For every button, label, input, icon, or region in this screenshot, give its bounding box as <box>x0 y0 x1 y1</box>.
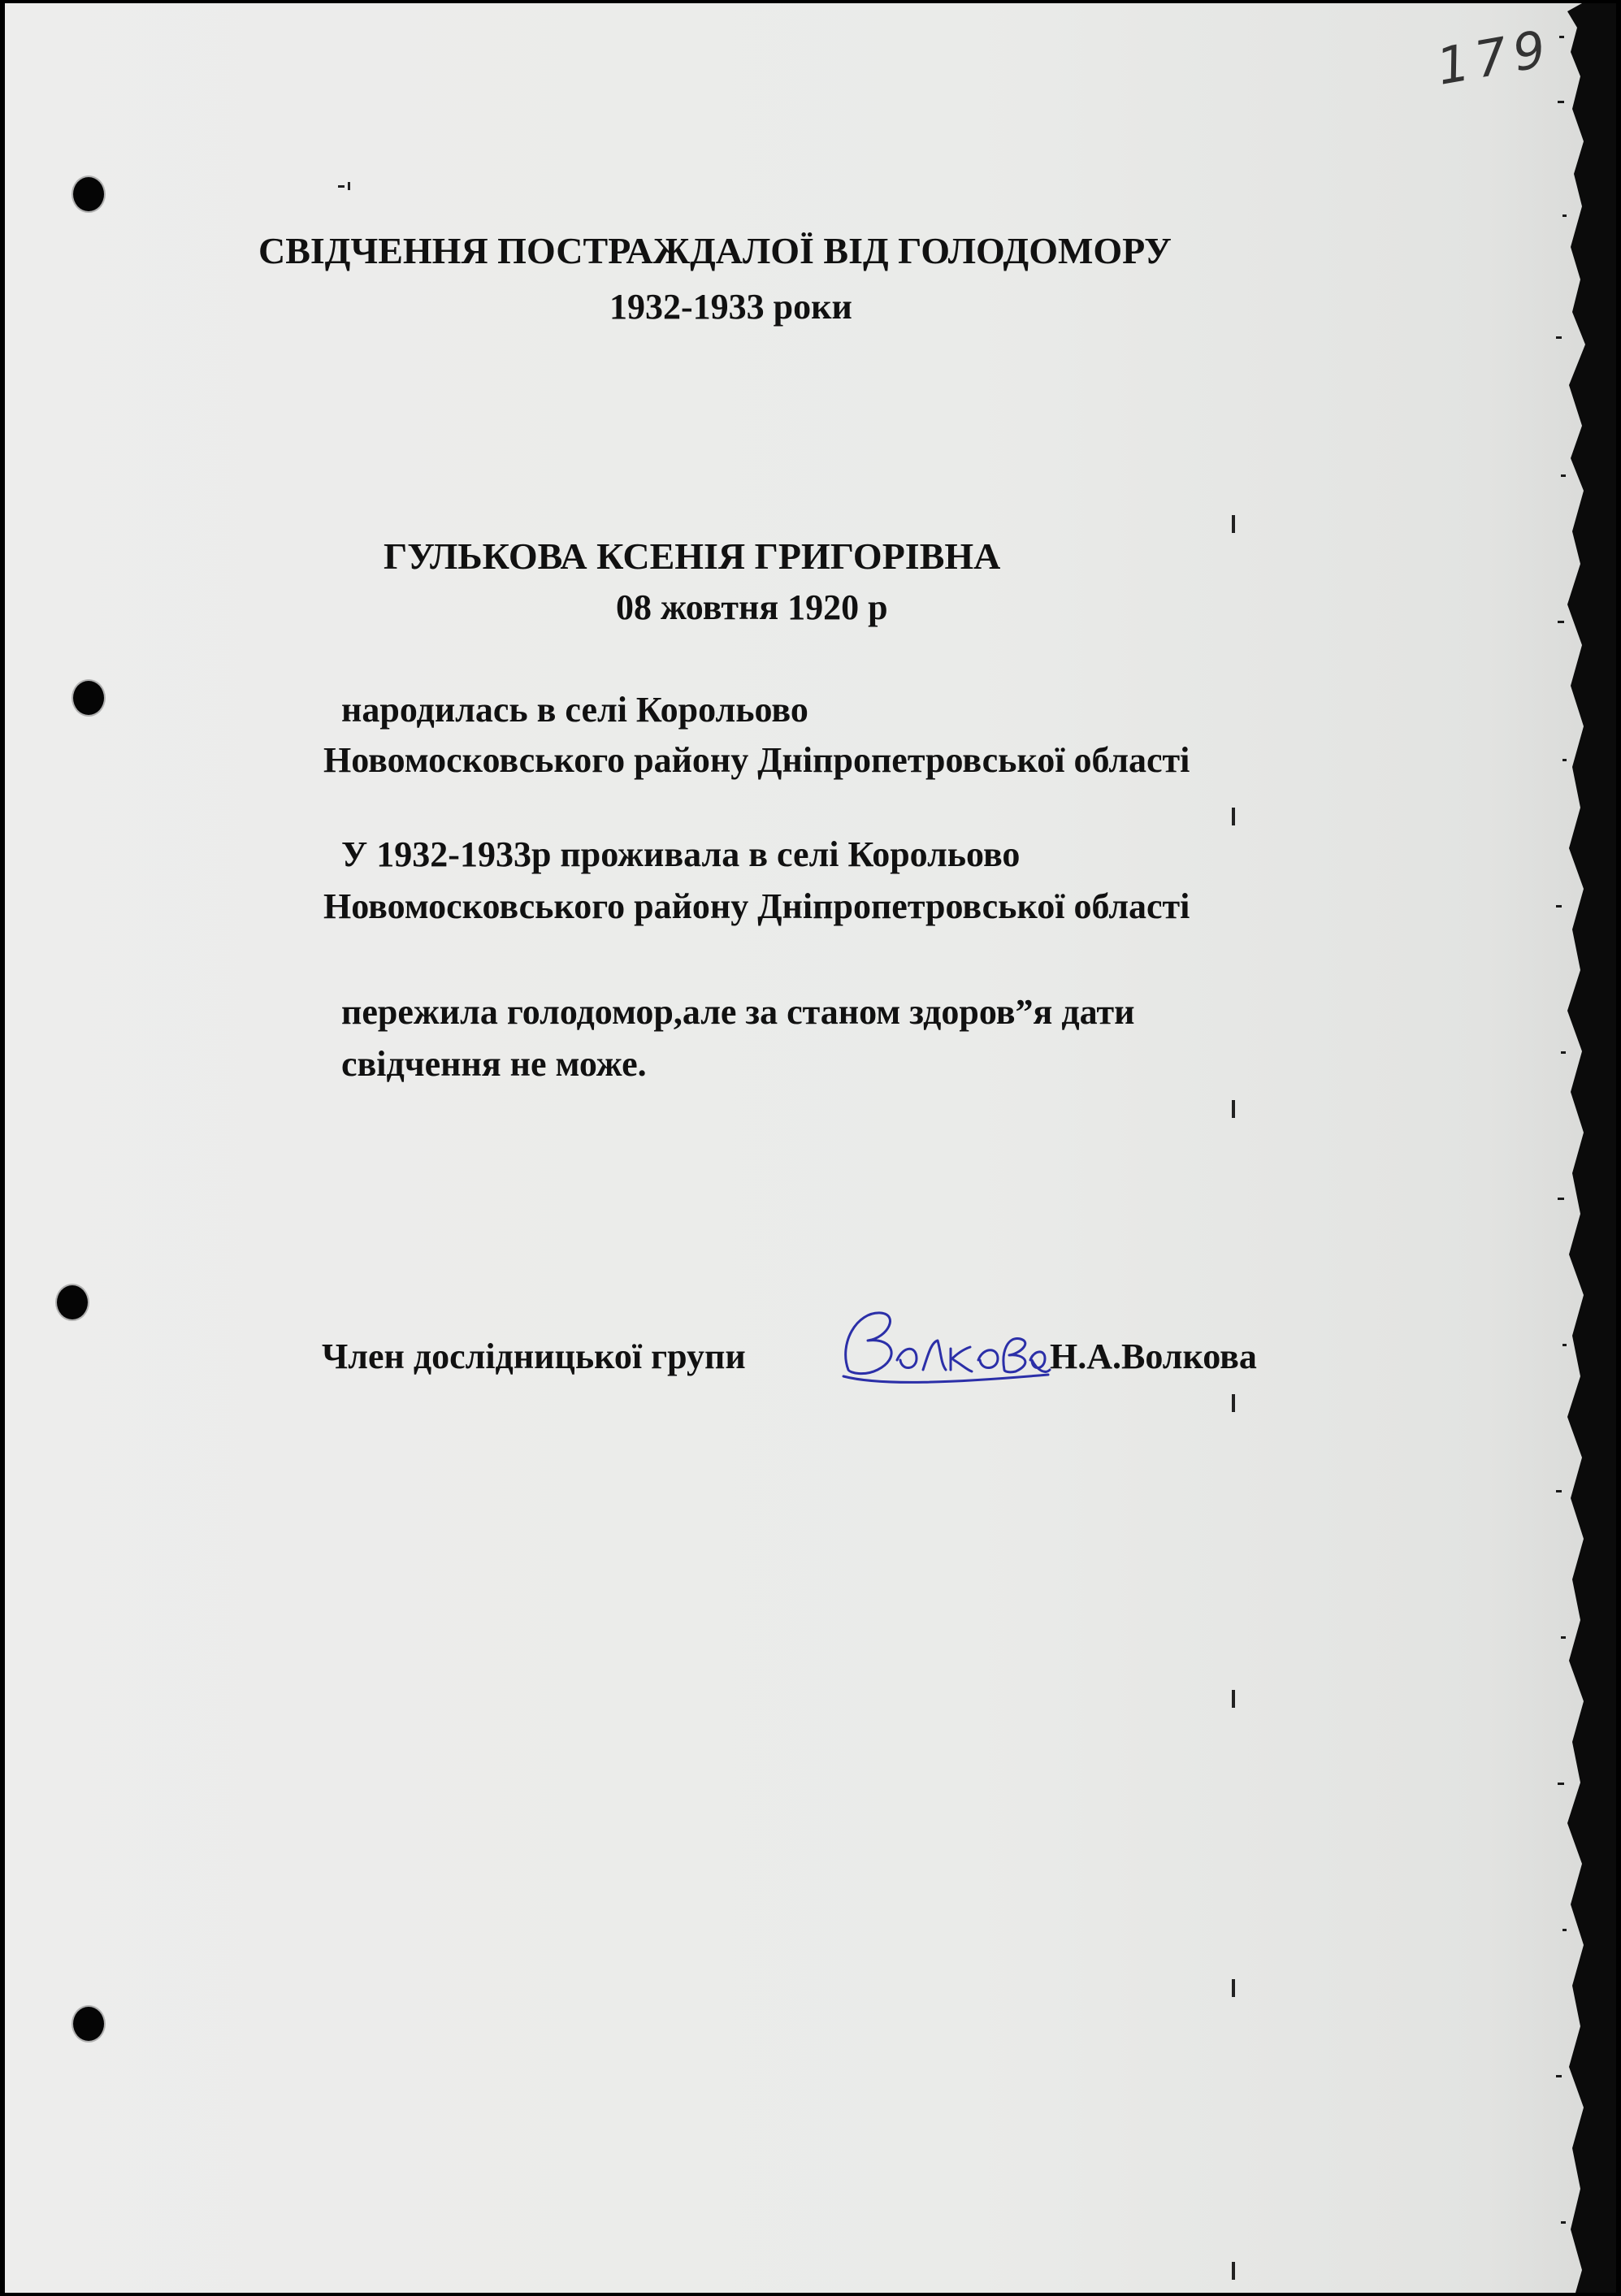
punch-hole <box>57 1285 88 1319</box>
born-line-2: Новомосковського району Дніпропетровської області <box>323 740 1190 780</box>
scan-speck <box>338 185 345 188</box>
born-line-1: народилась в селі Корольово <box>341 690 808 730</box>
scan-speck <box>348 182 350 190</box>
scanned-page-edge <box>1535 3 1616 2293</box>
scan-speck <box>1232 1979 1235 1997</box>
signer-name: Н.А.Волкова <box>1050 1336 1257 1376</box>
handwritten-signature <box>832 1295 1051 1393</box>
document-years: 1932-1933 роки <box>609 287 852 327</box>
signature-label: Член дослідницької групи <box>322 1336 746 1376</box>
scan-speck <box>1232 515 1235 533</box>
punch-hole <box>73 2007 104 2041</box>
scan-speck <box>1232 808 1235 825</box>
scan-speck <box>1232 1394 1235 1412</box>
survived-line-2: свідчення не може. <box>341 1044 647 1084</box>
scan-speck <box>1232 1100 1235 1118</box>
lived-line-1: У 1932-1933р проживала в селі Корольово <box>341 834 1021 874</box>
scan-speck <box>1232 1690 1235 1708</box>
person-name: ГУЛЬКОВА КСЕНІЯ ГРИГОРІВНА <box>384 535 1001 577</box>
page-number: 179 <box>1432 18 1557 97</box>
scan-speck <box>1232 2262 1235 2280</box>
survived-line-1: пережила голодомор,але за станом здоров”я дати <box>341 992 1135 1032</box>
birth-date: 08 жовтня 1920 р <box>616 587 888 627</box>
paper-background <box>5 3 1616 2293</box>
document-page <box>5 3 1616 2293</box>
document-title: СВІДЧЕННЯ ПОСТРАЖДАЛОЇ ВІД ГОЛОДОМОРУ <box>258 230 1172 271</box>
punch-hole <box>73 177 104 211</box>
punch-hole <box>73 681 104 715</box>
lived-line-2: Новомосковського району Дніпропетровської області <box>323 886 1190 926</box>
